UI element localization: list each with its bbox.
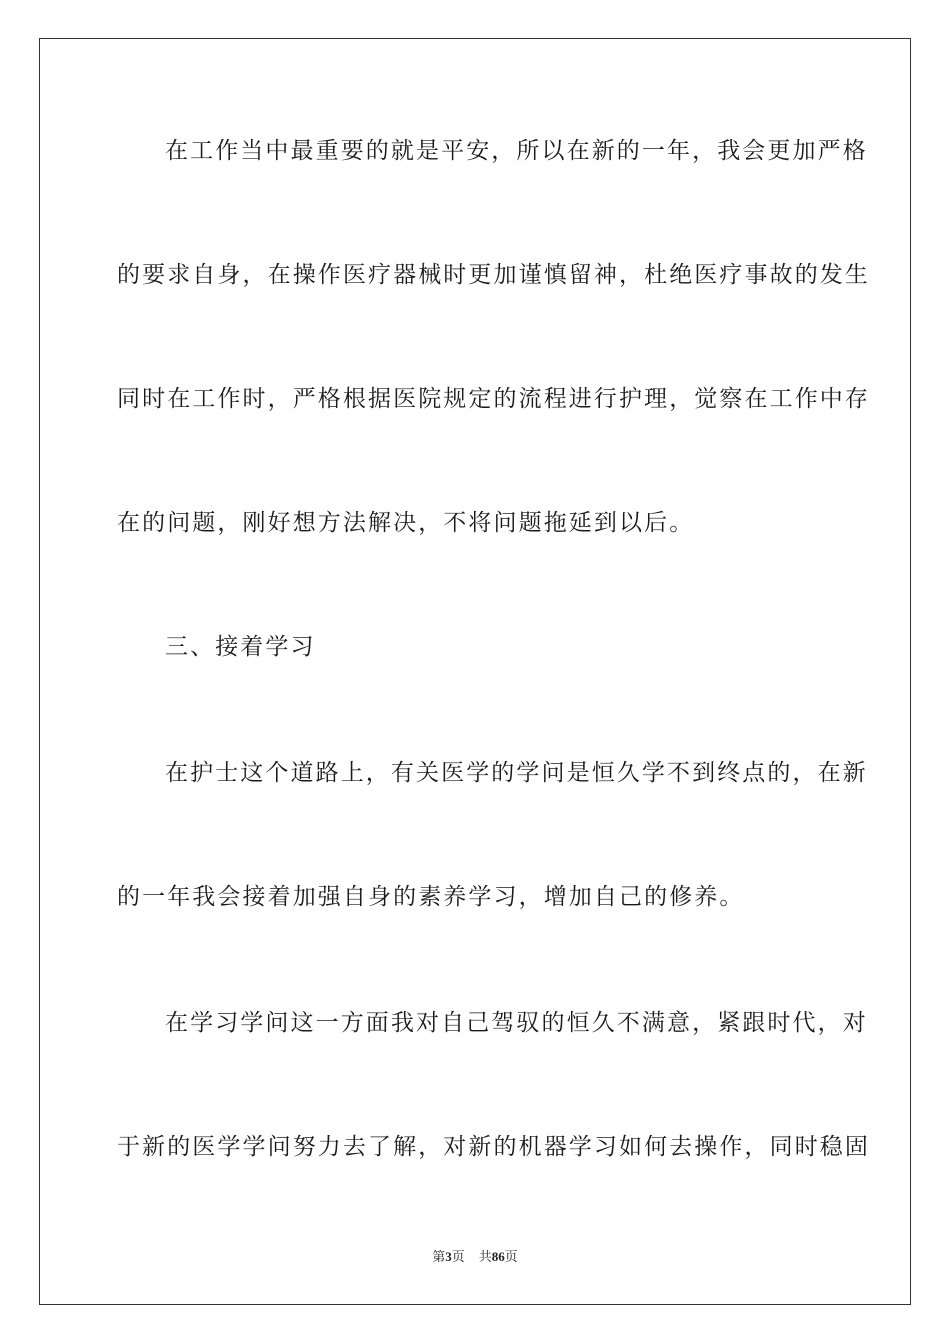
footer-page-prefix: 第 <box>432 1249 446 1264</box>
paragraph-line: 在的问题，刚好想方法解决，不将问题拖延到以后。 <box>117 510 695 536</box>
footer-page-suffix: 页 <box>451 1249 465 1264</box>
total-pages-number: 86 <box>491 1249 505 1264</box>
paragraph-line: 在护士这个道路上，有关医学的学问是恒久学不到终点的，在新 <box>165 760 868 786</box>
current-page-number: 3 <box>445 1249 452 1264</box>
paragraph-line: 的要求自身，在操作医疗器械时更加谨慎留神，杜绝医疗事故的发生 <box>117 262 870 288</box>
paragraph-line: 的一年我会接着加强自身的素养学习，增加自己的修养。 <box>117 884 745 910</box>
paragraph-line: 在工作当中最重要的就是平安，所以在新的一年，我会更加严格 <box>165 138 868 164</box>
footer-total-prefix: 共 <box>478 1249 492 1264</box>
page-border <box>39 38 911 1305</box>
paragraph-line: 在学习学问这一方面我对自己驾驭的恒久不满意，紧跟时代，对 <box>165 1010 868 1036</box>
page-footer <box>0 1246 950 1265</box>
paragraph-line: 同时在工作时，严格根据医院规定的流程进行护理，觉察在工作中存 <box>117 386 870 412</box>
section-heading: 三、接着学习 <box>165 634 316 660</box>
paragraph-line: 于新的医学学问努力去了解，对新的机器学习如何去操作，同时稳固 <box>117 1134 870 1160</box>
footer-total-suffix: 页 <box>504 1249 518 1264</box>
